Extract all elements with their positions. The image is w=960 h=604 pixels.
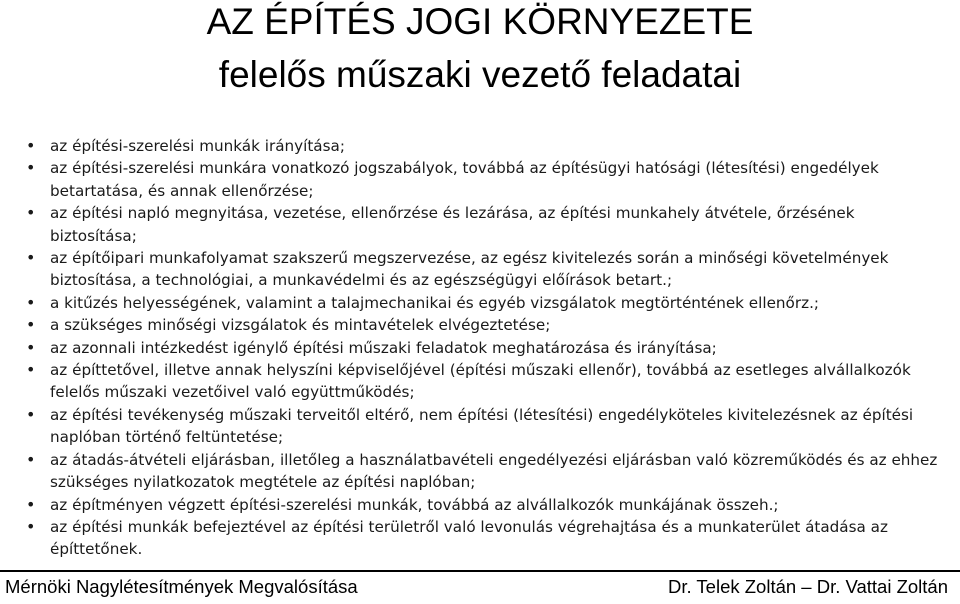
- bullet-item: • a kitűzés helyességének, valamint a talajmechanikai és egyéb vizsgálatok megtörténtének ellenőrz.;: [20, 292, 945, 314]
- bullet-item: • a szükséges minőségi vizsgálatok és mintavételek elvégeztetése;: [20, 314, 945, 336]
- footer-divider: [0, 570, 960, 572]
- bullet-list: [20, 135, 945, 561]
- bullet-item: • az építési munkák befejeztével az építési területről való levonulás végrehajtása és a munkaterület átadása az építtetőnek.: [20, 516, 945, 561]
- bullet-item: • az építési tevékenység műszaki terveitől eltérő, nem építési (létesítési) engedélyköteles kivitelezésnek az építési naplóban történő feltüntetése;: [20, 404, 945, 449]
- bullet-item: • az építményen végzett építési-szerelési munkák, továbbá az alvállalkozók munkájának összeh.;: [20, 494, 945, 516]
- bullet-item: • az építési napló megnyitása, vezetése, ellenőrzése és lezárása, az építési munkahely átvétele, őrzésének biztosítása;: [20, 202, 945, 247]
- bullet-item: • az építőipari munkafolyamat szakszerű megszervezése, az egész kivitelezés során a minőségi követelmények biztosítása, a technológiai, a munkavédelmi és az egészségügyi előírások betart.;: [20, 247, 945, 292]
- bullet-item: • az azonnali intézkedést igénylő építési műszaki feladatok meghatározása és irányítása;: [20, 337, 945, 359]
- slide-title: AZ ÉPÍTÉS JOGI KÖRNYEZETE: [206, 1, 754, 42]
- bullet-item: • az építtetővel, illetve annak helyszíni képviselőjével (építési műszaki ellenőr), továbbá az esetleges alvállalkozók felelős műszaki vezetőivel való együttműködés;: [20, 359, 945, 404]
- slide-subtitle: felelős műszaki vezető feladatai: [218, 54, 742, 95]
- bullet-item: • az építési-szerelési munkára vonatkozó jogszabályok, továbbá az építésügyi hatósági (létesítési) engedélyek betartatása, és annak ellenőrzése;: [20, 157, 945, 202]
- bullet-item: • az átadás-átvételi eljárásban, illetőleg a használatbavételi engedélyezési eljárásban való közreműködés és az ehhez szükséges nyilatkozatok megtétele az építési naplóban;: [20, 449, 945, 494]
- bullet-item: • az építési-szerelési munkák irányítása;: [20, 135, 945, 157]
- footer-course-title: Mérnöki Nagylétesítmények Megvalósítása: [5, 576, 358, 597]
- footer-authors: Dr. Telek Zoltán – Dr. Vattai Zoltán: [667, 576, 948, 597]
